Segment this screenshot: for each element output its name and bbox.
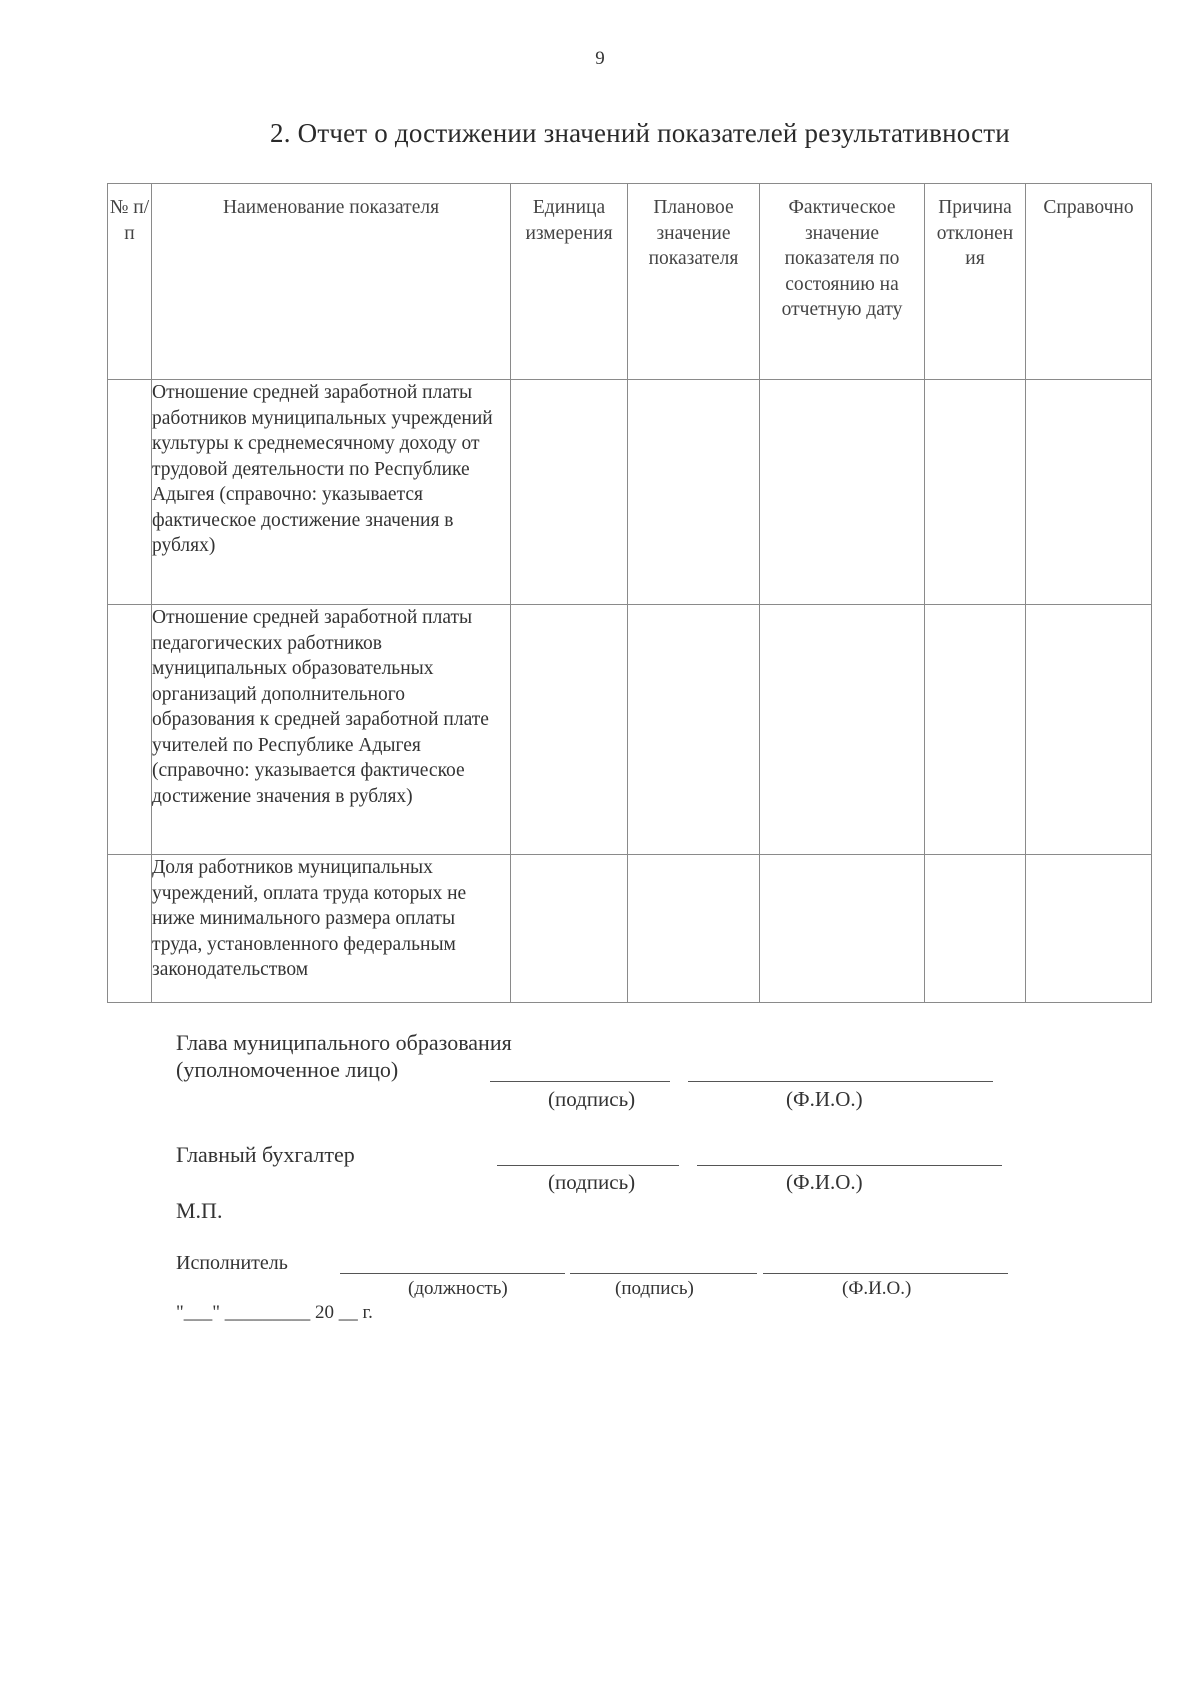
head-title-line1: Глава муниципального образования [176,1030,512,1055]
accountant-name-line [697,1165,1002,1166]
header-planned: Плановое значение показателя [628,184,760,380]
cell-planned [628,605,760,855]
head-name-caption: (Ф.И.О.) [786,1087,863,1111]
accountant-label: Главный бухгалтер [176,1142,355,1167]
header-unit: Единица измерения [511,184,628,380]
table-row [108,380,1152,605]
cell-indicator-name: Доля работников муниципальных учреждений, оплата труда которых не ниже минимального размера оплаты труда, установленного федеральным законодательством [152,855,511,1003]
table-header-row [108,184,1152,380]
cell-actual [760,380,925,605]
cell-planned [628,855,760,1003]
header-num: № п/п [108,184,152,380]
accountant-signature-line [497,1165,679,1166]
accountant-signature-caption: (подпись) [548,1170,636,1194]
cell-unit [511,605,628,855]
cell-reference [1026,380,1152,605]
document-title: 2. Отчет о достижении значений показателей результативности [270,118,1010,148]
indicators-table [107,183,1152,1003]
cell-unit [511,855,628,1003]
executor-position-caption: (должность) [408,1278,508,1299]
page-number: 9 [595,48,605,69]
table-row [108,855,1152,1003]
head-name-line [688,1081,993,1082]
header-name: Наименование показателя [152,184,511,380]
header-reason: Причина отклонен ия [925,184,1026,380]
cell-actual [760,605,925,855]
header-reference: Справочно [1026,184,1152,380]
head-signature-caption: (подпись) [548,1087,636,1111]
head-title-line2: (уполномоченное лицо) [176,1057,399,1082]
cell-actual [760,855,925,1003]
cell-reference [1026,605,1152,855]
executor-signature-caption: (подпись) [615,1278,694,1299]
cell-reason [925,855,1026,1003]
cell-indicator-name: Отношение средней заработной платы работников муниципальных учреждений культуры к среднемесячному доходу от трудовой деятельности по Республике Адыгея (справочно: указывается фактическое достижение значения в рублях) [152,380,511,605]
executor-name-caption: (Ф.И.О.) [842,1278,912,1299]
cell-reference [1026,855,1152,1003]
head-signature-line [490,1081,670,1082]
date-line: "___" _________ 20 __ г. [176,1302,373,1323]
accountant-name-caption: (Ф.И.О.) [786,1170,863,1194]
cell-unit [511,380,628,605]
cell-planned [628,380,760,605]
stamp-place: М.П. [176,1198,223,1223]
table-row [108,605,1152,855]
cell-num [108,855,152,1003]
cell-num [108,380,152,605]
header-actual: Фактическое значение показателя по состоянию на отчетную дату [760,184,925,380]
cell-reason [925,605,1026,855]
executor-name-line [763,1273,1008,1274]
cell-indicator-name: Отношение средней заработной платы педагогических работников муниципальных образовательных организаций дополнительного образования к средней заработной плате учителей по Республике Адыгея (справочно: указывается фактическое достижение значения в рублях) [152,605,511,855]
executor-position-line [340,1273,565,1274]
executor-label: Исполнитель [176,1252,288,1274]
cell-num [108,605,152,855]
cell-reason [925,380,1026,605]
executor-signature-line [570,1273,757,1274]
